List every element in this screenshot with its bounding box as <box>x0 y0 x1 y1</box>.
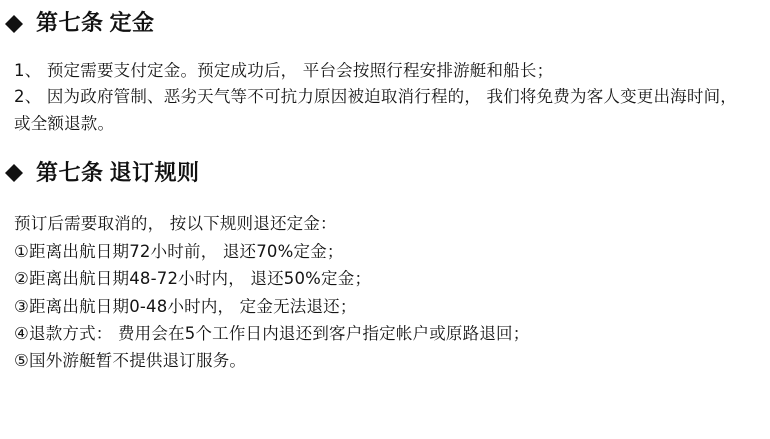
section-heading-deposit <box>14 10 756 38</box>
deposit-paragraph-1: 1、 预定需要支付定金。预定成功后， 平台会按照行程安排游艇和船长； <box>14 60 554 80</box>
list-item: ①距离出航日期72小时前， 退还70%定金； <box>14 241 344 261</box>
list-item: ②距离出航日期48-72小时内， 退还50%定金； <box>14 269 372 289</box>
section-title: 退订规则 <box>109 160 200 186</box>
diamond-bullet-icon <box>14 15 32 33</box>
section-article-number: 第七条 <box>36 160 104 186</box>
section-deposit <box>14 10 756 138</box>
list-item: ③距离出航日期0-48小时内， 定金无法退还； <box>14 296 357 316</box>
list-item: ⑤国外游艇暂不提供退订服务。 <box>14 351 247 371</box>
section-article-number: 第七条 <box>36 11 104 36</box>
deposit-paragraph-2: 2、 因为政府管制、恶劣天气等不可抗力原因被迫取消行程的， 我们将免费为客人变更出海时间， 或全额退款。 <box>14 87 737 133</box>
section-title: 定金 <box>109 11 155 36</box>
list-item: ④退款方式： 费用会在5个工作日内退还到客户指定帐户或原路退回； <box>14 324 530 343</box>
spacer <box>14 197 756 211</box>
section-cancellation <box>14 160 756 375</box>
spacer <box>14 48 756 58</box>
diamond-bullet-icon <box>14 164 32 182</box>
section-heading-cancellation <box>14 160 756 188</box>
cancellation-lead-text: 预订后需要取消的， 按以下规则退还定金： <box>14 214 337 234</box>
spacer <box>14 138 756 160</box>
